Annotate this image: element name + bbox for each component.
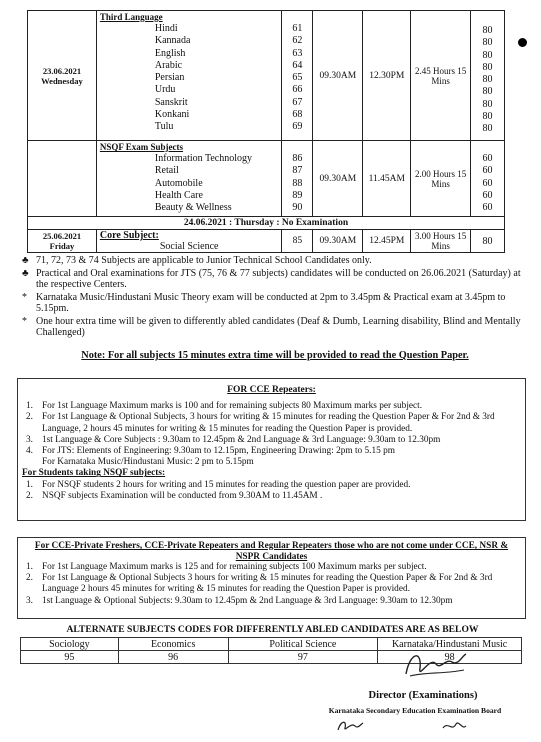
marks (471, 11, 505, 141)
mark: 80 (482, 123, 493, 135)
private-candidates-box (17, 537, 526, 619)
day: Wednesday (41, 75, 83, 86)
duration: 2.00 Hours 15 Mins (411, 141, 471, 217)
start-time: 09.30AM (313, 141, 363, 217)
subject: Retail (154, 165, 179, 177)
mark: 80 (482, 49, 493, 61)
subject: Hindi (154, 23, 178, 34)
codes (282, 141, 313, 217)
note-item (22, 255, 532, 267)
section-title: Third Language (99, 12, 163, 22)
cce-item (18, 401, 525, 412)
initials-icon (440, 718, 468, 734)
code: 87 (292, 165, 303, 177)
private-item (18, 573, 525, 595)
end-time: 12.30PM (363, 11, 411, 141)
nsqf-title: For Students taking NSQF subjects: (22, 468, 166, 479)
mark: 80 (482, 111, 493, 123)
subject: Health Care (154, 189, 203, 201)
code: 63 (292, 47, 303, 59)
timetable (27, 10, 505, 253)
cce-item (18, 435, 525, 446)
asterisk-icon: * (22, 291, 27, 303)
subject: Beauty & Wellness (154, 202, 232, 214)
duration: 3.00 Hours 15 Mins (411, 230, 471, 253)
start-time: 09.30AM (313, 11, 363, 141)
code: 68 (292, 109, 303, 121)
initials-icon (335, 718, 365, 734)
nsqf-item (18, 480, 525, 491)
mark: 80 (482, 98, 493, 110)
code: 66 (292, 84, 303, 96)
box-title: For CCE-Private Freshers, CCE-Private Repeaters and Regular Repeaters those who are not come under CCE, NSR & NSPR Candidates (34, 541, 509, 562)
item-number: 1. (26, 401, 33, 412)
director-designation: Director (Examinations) (368, 690, 478, 701)
subject: Persian (154, 72, 185, 84)
item-number: 1. (26, 562, 33, 572)
code: 90 (292, 202, 303, 214)
item-text: 1st Language & Optional Subjects: 9.30am to 12.45pm & 2nd Language & 3rd Language: 9.30am to 12.30pm (42, 595, 453, 606)
mark: 80 (482, 74, 493, 86)
mark: 60 (482, 153, 493, 164)
item-number: 2. (26, 573, 33, 584)
item-text: For 1st Language & Optional Subjects, 3 hours for writing & 15 minutes for reading the Question Paper & For 2nd & 3rd Language, 2 hours 45 minutes for writing & 15 minutes for reading the Question Paper is provided. (42, 412, 495, 434)
subject: English (154, 47, 186, 59)
date-cell-23 (28, 11, 97, 141)
code: 64 (292, 59, 303, 71)
subject: Social Science (159, 241, 219, 252)
mark: 80 (482, 37, 493, 49)
marks (471, 141, 505, 217)
section-title: NSQF Exam Subjects (99, 142, 184, 152)
item-text: NSQF subjects Examination will be conducted from 9.30AM to 11.45AM . (42, 490, 323, 501)
end-time: 12.45PM (363, 230, 411, 253)
cce-repeaters-box (17, 378, 526, 521)
alt-code: 95 (21, 651, 119, 664)
note-text: One hour extra time will be given to differently abled candidates (Deaf & Dumb, Learning disability, Blind and Mentally Challenged) (36, 315, 521, 338)
note-item (22, 316, 532, 339)
note-heading: Note: For all subjects 15 minutes extra time will be provided to read the Question Paper. (81, 350, 469, 361)
code: 85 (282, 230, 313, 253)
item-number: 2. (26, 490, 33, 501)
no-exam-row: 24.06.2021 : Thursday : No Examination (28, 217, 505, 230)
item-text: For 1st Language & Optional Subjects 3 hours for writing & 15 minutes for reading the Question Paper & For 2nd & 3rd Language 2 hours 45 minutes for writing & 15 minutes for reading the Question Paper is provided. (42, 573, 493, 595)
item-text: 1st Language & Core Subjects : 9.30am to 12.45pm & 2nd Language & 3rd Language: 9.30am to 12.30pm (42, 434, 441, 445)
code: 67 (292, 96, 303, 108)
note-text: 71, 72, 73 & 74 Subjects are applicable to Junior Technical School Candidates only. (36, 255, 372, 266)
note-item (22, 292, 532, 315)
mark: 80 (482, 86, 493, 98)
private-item (18, 562, 525, 573)
bullet-dot (518, 38, 527, 47)
box-title: FOR CCE Repeaters: (227, 385, 316, 395)
subject: Konkani (154, 109, 190, 121)
mark: 60 (482, 165, 493, 177)
subject: Tulu (154, 121, 174, 133)
item-number: 3. (26, 434, 33, 445)
alt-header: Sociology (21, 638, 119, 651)
item-text: For 1st Language Maximum marks is 125 and for remaining subjects 100 Maximum marks per subject. (42, 562, 427, 572)
alternate-title: ALTERNATE SUBJECTS CODES FOR DIFFERENTLY ABLED CANDIDATES ARE AS BELOW (66, 624, 479, 635)
date: 23.06.2021 (42, 65, 82, 76)
date-cell-empty (28, 141, 97, 217)
subject: Automobile (154, 177, 203, 189)
code: 62 (292, 35, 303, 47)
code: 61 (292, 23, 303, 34)
code: 69 (292, 121, 303, 133)
mark: 80 (482, 25, 493, 36)
mark: 60 (482, 202, 493, 214)
subject: Arabic (154, 59, 183, 71)
mark: 60 (482, 189, 493, 201)
end-time: 11.45AM (363, 141, 411, 217)
alt-header: Karnataka/Hindustani Music (378, 638, 522, 651)
core-subject (96, 230, 282, 253)
alt-header: Economics (118, 638, 228, 651)
section-title: Core Subject: (99, 230, 159, 241)
cce-item (18, 446, 525, 457)
alt-header: Political Science (228, 638, 378, 651)
day: Friday (49, 241, 75, 251)
note-text: Practical and Oral examinations for JTS (75, 76 & 77 subjects) candidates will be conducted on 26.06.2021 (Saturday) at the respective Centers. (36, 267, 521, 290)
note-text: Karnataka Music/Hindustani Music Theory exam will be conducted at 2pm to 3.45pm & Practical exam at 3.45pm to 5.15pm. (36, 291, 506, 314)
date: 25.06.2021 (42, 231, 82, 241)
nsqf-item (18, 491, 525, 502)
notes (22, 255, 532, 339)
private-item (18, 596, 525, 607)
board-name: Karnataka Secondary Education Examination Board (328, 706, 502, 715)
codes (282, 11, 313, 141)
item-text: For 1st Language Maximum marks is 100 and for remaining subjects 80 Maximum marks per subject. (42, 401, 423, 412)
item-number: 3. (26, 595, 33, 606)
mark: 60 (482, 177, 493, 189)
club-icon: ♣ (22, 255, 29, 266)
note-item (22, 268, 532, 291)
asterisk-icon: * (22, 315, 27, 327)
signature-icon (400, 646, 470, 684)
item-number: 1. (26, 479, 33, 490)
alt-code: 97 (228, 651, 378, 664)
item-text: For NSQF students 2 hours for writing and 15 minutes for reading the question paper are provided. (42, 479, 411, 490)
subject: Urdu (154, 84, 176, 96)
date-cell-25 (28, 230, 97, 253)
cce-item (18, 412, 525, 434)
mark: 80 (482, 61, 493, 73)
code: 65 (292, 72, 303, 84)
item-number: 4. (26, 446, 33, 457)
item-number: 2. (26, 412, 33, 423)
alt-code: 98 (378, 651, 522, 664)
subject-list (100, 23, 279, 134)
item-text: For JTS: Elements of Engineering: 9.30am to 12.15pm, Engineering Drawing: 2pm to 5.15 pm (42, 446, 395, 457)
start-time: 09.30AM (313, 230, 363, 253)
marks: 80 (471, 230, 505, 253)
alt-code: 96 (118, 651, 228, 664)
code: 89 (292, 189, 303, 201)
subject: Sanskrit (154, 96, 188, 108)
subject: Information Technology (154, 153, 253, 164)
nsqf-subjects (96, 141, 282, 217)
subject: Kannada (154, 35, 191, 47)
code: 86 (292, 153, 303, 164)
subject-list (100, 153, 279, 214)
duration: 2.45 Hours 15 Mins (411, 11, 471, 141)
code: 88 (292, 177, 303, 189)
third-language-subjects (96, 11, 282, 141)
cce-item-cont: For Karnataka Music/Hindustani Music: 2 pm to 5.15pm (42, 457, 254, 468)
club-icon: ♣ (22, 267, 29, 279)
